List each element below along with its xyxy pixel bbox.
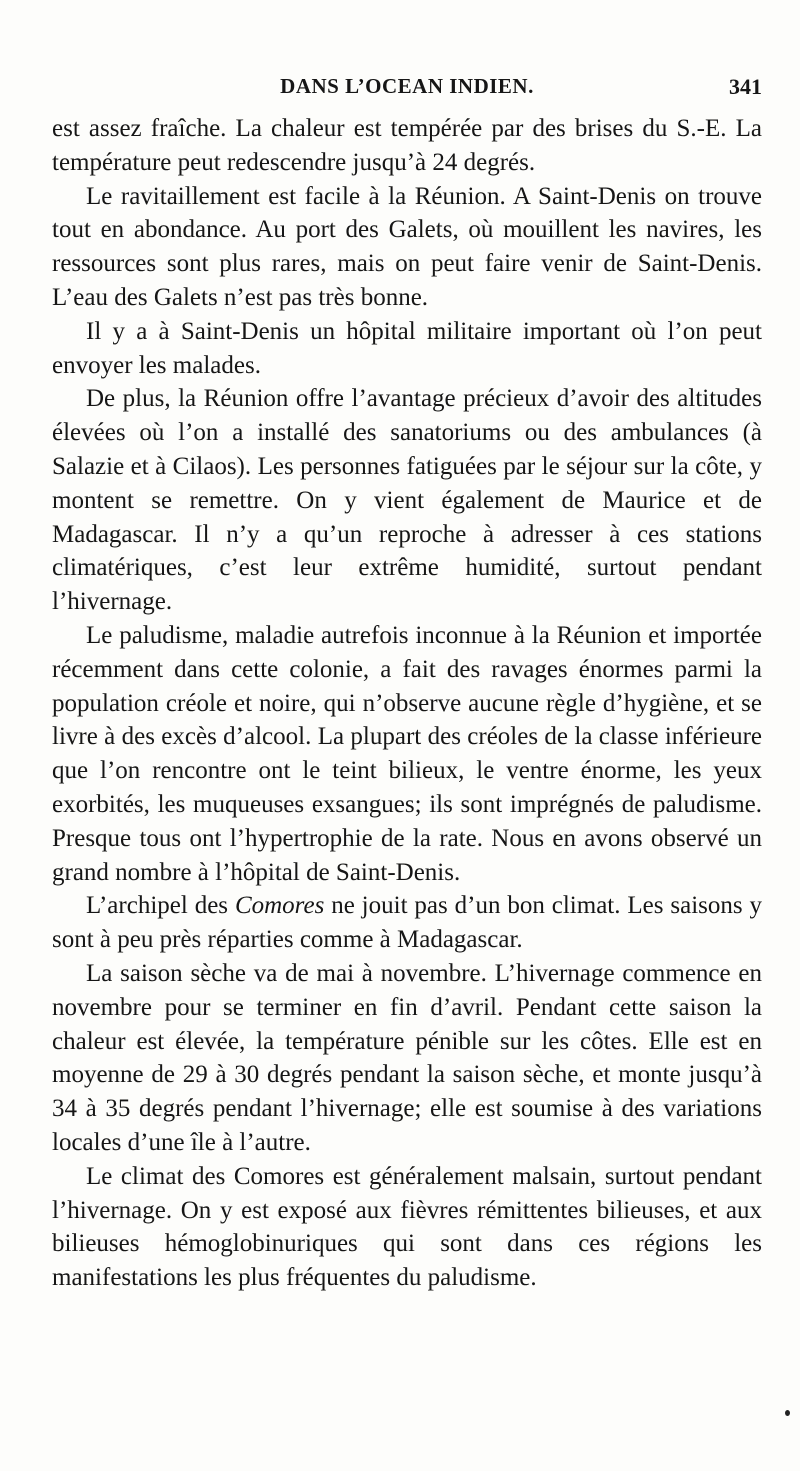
- running-title: DANS L’OCEAN INDIEN.: [280, 74, 534, 98]
- paragraph-4: De plus, la Réunion offre l’avantage précieux d’avoir des altitudes élevées où l’on a installé des sanatoriums ou des ambulances (à Salazie et à Cilaos). Les personnes fatiguées par le séjour sur la côte, y montent se remettre. On y vient également de Maurice et de Madagascar. Il n’y a qu’un reproche à adresser à ces stations climatériques, c’est leur extrême humidité, surtout pendant l’hivernage.: [52, 385, 762, 616]
- paragraph-6-rest: ne jouit pas d’un bon climat. Les saisons y sont à peu près réparties comme à Madagascar.: [52, 892, 762, 954]
- paragraph-1: est assez fraîche. La chaleur est tempérée par des brises du S.-E. La température peut redescendre jusqu’à 24 degrés.: [52, 115, 762, 176]
- paragraph-5: Le paludisme, maladie autrefois inconnue à la Réunion et importée récemment dans cette colonie, a fait des ravages énormes parmi la population créole et noire, qui n’observe aucune règle d’hygiène, et se livre à des excès d’alcool. La plupart des créoles de la classe inférieure que l’on rencontre ont le teint bilieux, le ventre énorme, les yeux exorbités, les muqueuses exsangues; ils sont imprégnés de paludisme. Presque tous ont l’hypertrophie de la rate. Nous en avons observé un grand nombre à l’hôpital de Saint-Denis.: [52, 621, 762, 886]
- italic-term-comores: Comores: [234, 892, 325, 920]
- paragraph-6: [52, 889, 762, 957]
- page-body: [52, 112, 762, 1295]
- paragraph-8: Le climat des Comores est généralement malsain, surtout pendant l’hivernage. On y est exposé aux fièvres rémittentes bilieuses, et aux bilieuses hémoglobinuriques qui sont dans ces régions les manifestations les plus fréquentes du paludisme.: [52, 1162, 762, 1292]
- paragraph-6-lead: L’archipel des: [86, 892, 235, 920]
- page-header: [52, 74, 762, 108]
- ink-speck: [785, 1410, 790, 1416]
- paragraph-2: Le ravitaillement est facile à la Réunion. A Saint-Denis on trouve tout en abondance. Au port des Galets, où mouillent les navires, les ressources sont plus rares, mais on peut faire venir de Saint-Denis. L’eau des Galets n’est pas très bonne.: [52, 182, 762, 311]
- paragraph-7: La saison sèche va de mai à novembre. L’hivernage commence en novembre pour se terminer en fin d’avril. Pendant cette saison la chaleur est élevée, la température pénible sur les côtes. Elle est en moyenne de 29 à 30 degrés pendant la saison sèche, et monte jusqu’à 34 à 35 degrés pendant l’hivernage; elle est soumise à des variations locales d’une île à l’autre.: [52, 959, 762, 1156]
- paragraph-3: Il y a à Saint-Denis un hôpital militaire important où l’on peut envoyer les malades.: [52, 317, 762, 379]
- page-number: 341: [729, 74, 762, 99]
